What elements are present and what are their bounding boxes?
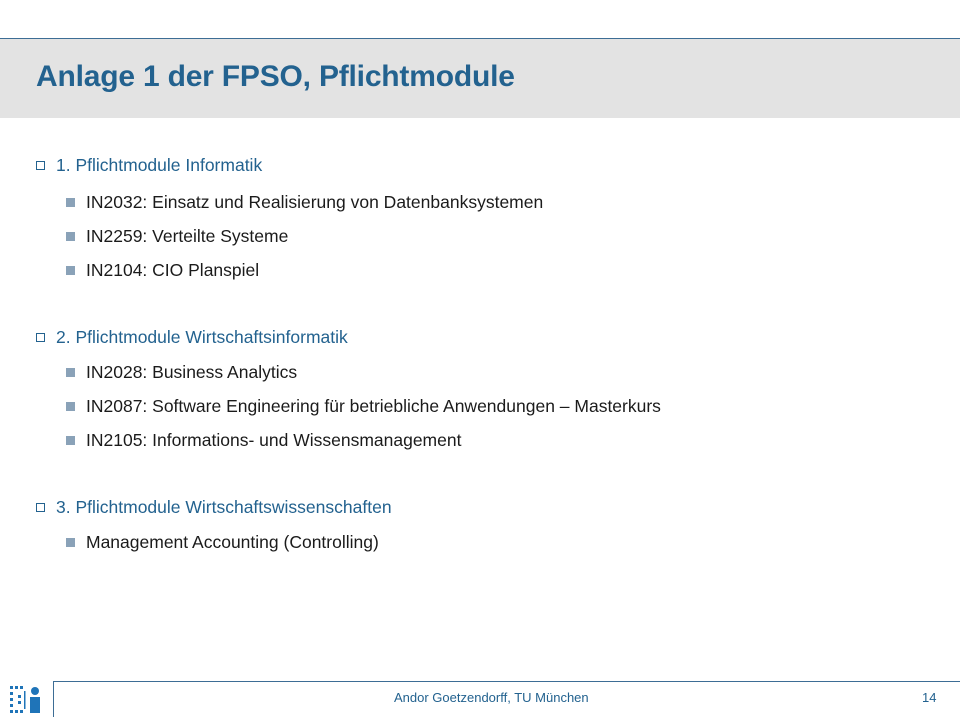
list-item-text: IN2032: Einsatz und Realisierung von Datenbanksystemen bbox=[86, 191, 544, 212]
list-item-text: Management Accounting (Controlling) bbox=[86, 531, 379, 552]
section-heading-wirtschaftsinformatik bbox=[36, 325, 348, 349]
square-bullet-icon bbox=[66, 198, 75, 207]
list-item-text: IN2028: Business Analytics bbox=[86, 361, 298, 382]
page-number: 14 bbox=[922, 690, 937, 705]
list-item bbox=[66, 360, 297, 384]
list-item bbox=[66, 530, 379, 554]
list-item bbox=[66, 190, 543, 214]
hollow-square-bullet-icon bbox=[36, 503, 45, 512]
list-item bbox=[66, 428, 461, 452]
slide-title: Anlage 1 der FPSO, Pflichtmodule bbox=[36, 60, 515, 93]
square-bullet-icon bbox=[66, 436, 75, 445]
list-item-text: IN2104: CIO Planspiel bbox=[86, 259, 260, 280]
square-bullet-icon bbox=[66, 368, 75, 377]
list-item-text: IN2105: Informations- und Wissensmanagement bbox=[86, 429, 462, 450]
section-heading-informatik bbox=[36, 153, 262, 177]
square-bullet-icon bbox=[66, 266, 75, 275]
list-item-text: IN2087: Software Engineering für betriebliche Anwendungen – Masterkurs bbox=[86, 395, 661, 416]
square-bullet-icon bbox=[66, 538, 75, 547]
section-heading-text: 2. Pflichtmodule Wirtschaftsinformatik bbox=[56, 326, 348, 347]
list-item bbox=[66, 258, 259, 282]
list-item bbox=[66, 394, 661, 418]
footer-divider bbox=[53, 681, 54, 717]
list-item bbox=[66, 224, 288, 248]
section-heading-wirtschaftswissenschaften bbox=[36, 495, 392, 519]
square-bullet-icon bbox=[66, 232, 75, 241]
institute-logo-icon bbox=[8, 683, 44, 715]
square-bullet-icon bbox=[66, 402, 75, 411]
footer-author: Andor Goetzendorff, TU München bbox=[394, 690, 589, 705]
section-heading-text: 3. Pflichtmodule Wirtschaftswissenschaften bbox=[56, 496, 392, 517]
hollow-square-bullet-icon bbox=[36, 161, 45, 170]
footer-rule bbox=[53, 681, 960, 682]
hollow-square-bullet-icon bbox=[36, 333, 45, 342]
list-item-text: IN2259: Verteilte Systeme bbox=[86, 225, 289, 246]
section-heading-text: 1. Pflichtmodule Informatik bbox=[56, 154, 263, 175]
